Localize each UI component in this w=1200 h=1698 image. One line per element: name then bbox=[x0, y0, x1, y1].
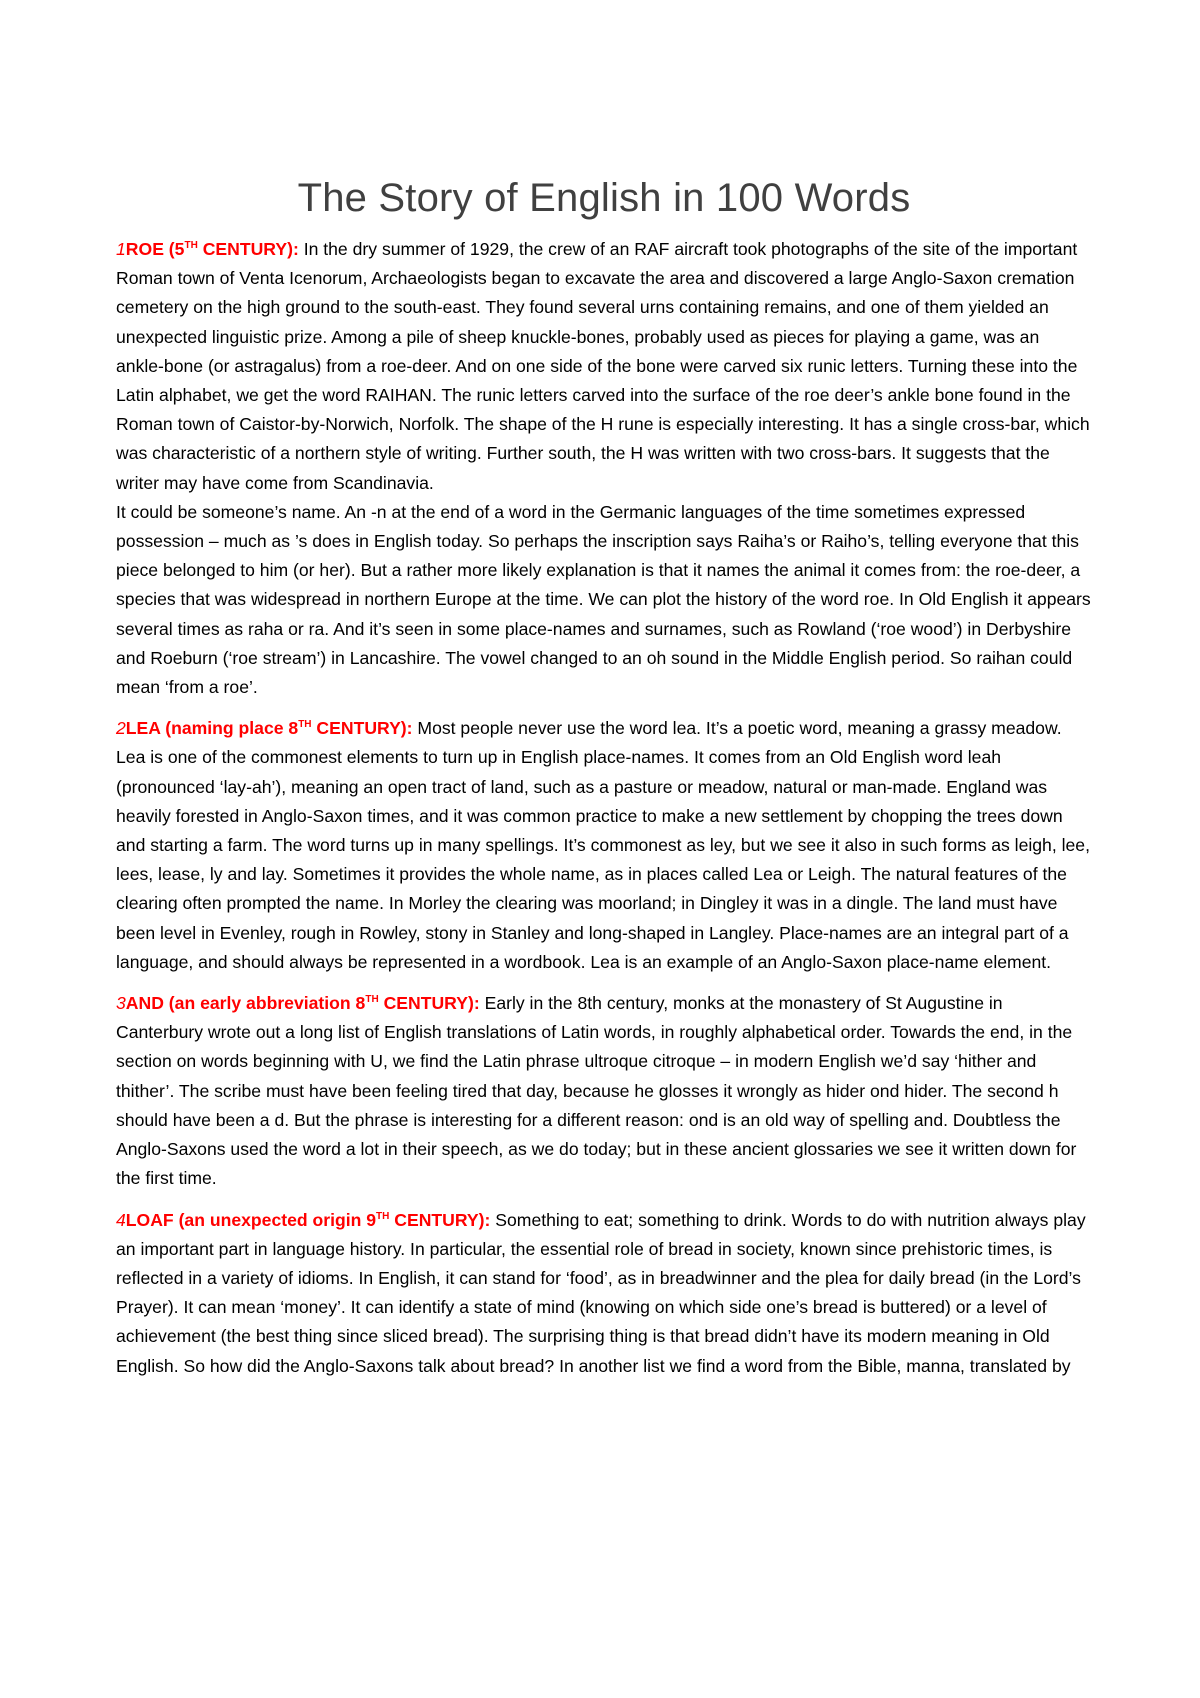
entry-text: In the dry summer of 1929, the crew of an RAF aircraft took photographs of the site of the important Roman town of Venta Icenorum, Archaeologists began to excavate the area and discovered a large Anglo-Saxon cremation cemetery on the high ground to the south-east. They found several urns containing remains, and one of them yielded an unexpected linguistic prize. Among a pile of sheep knuckle-bones, probably used as pieces for playing a game, was an ankle-bone (or astragalus) from a roe-deer. And on one side of the bone were carved six runic letters. Turning these into the Latin alphabet, we get the word RAIHAN. The runic letters carved into the surface of the roe deer’s ankle bone found in the Roman town of Caistor-by-Norwich, Norfolk. The shape of the H rune is especially interesting. It has a single cross-bar, which was characteristic of a northern style of writing. Further south, the H was written with two cross-bars. It suggests that the writer may have come from Scandinavia. bbox=[116, 239, 1090, 493]
entry-number: 2 bbox=[116, 718, 126, 739]
entry-heading: AND (an early abbreviation 8TH CENTURY): bbox=[125, 993, 480, 1014]
entry-number: 4 bbox=[116, 1209, 126, 1230]
entry-and bbox=[116, 989, 1092, 1193]
document-title: The Story of English in 100 Words bbox=[297, 176, 911, 220]
entry-heading: LOAF (an unexpected origin 9TH CENTURY): bbox=[125, 1209, 491, 1230]
entry-text: Something to eat; something to drink. Words to do with nutrition always play an important part in language history. In particular, the essential role of bread in society, known since prehistoric times, is reflected in a variety of idioms. In English, it can stand for ‘food’, as in breadwinner and the plea for daily bread (in the Lord’s Prayer). It can mean ‘money’. It can identify a state of mind (knowing on which side one’s bread is buttered) or a level of achievement (the best thing since sliced bread). The surprising thing is that bread didn’t have its modern meaning in Old English. So how did the Anglo-Saxons talk about bread? In another list we find a word from the Bible, manna, translated by bbox=[116, 1209, 1086, 1376]
entry-heading: LEA (naming place 8TH CENTURY): bbox=[125, 718, 413, 739]
entry-number: 1 bbox=[116, 239, 126, 259]
entry-text: Early in the 8th century, monks at the monastery of St Augustine in Canterbury wrote out a long list of English translations of Latin words, in roughly alphabetical order. Towards the end, in the section on words beginning with U, we find the Latin phrase ultroque citroque – in modern English we’d say ‘hither and thither’. The scribe must have been feeling tired that day, because he glosses it wrongly as hider ond hider. The second h should have been a d. But the phrase is interesting for a different reason: ond is an old way of spelling and. Doubtless the Anglo-Saxons used the word a lot in their speech, as we do today; but in these ancient glossaries we see it written down for the first time. bbox=[116, 993, 1077, 1189]
entry-loaf bbox=[116, 1206, 1092, 1381]
entry-heading: ROE (5TH CENTURY): bbox=[125, 239, 299, 259]
entry-paragraph bbox=[116, 1206, 1092, 1381]
entry-paragraph bbox=[116, 989, 1092, 1193]
entry-number: 3 bbox=[116, 993, 126, 1014]
entry-roe bbox=[116, 235, 1092, 702]
entry-lea bbox=[116, 714, 1092, 977]
entry-paragraph bbox=[116, 714, 1092, 977]
entry-paragraph: It could be someone’s name. An -n at the end of a word in the Germanic languages of the time sometimes expressed possession – much as ’s does in English today. So perhaps the inscription says Raiha’s or Raiho’s, telling everyone that this piece belonged to him (or her). But a rather more likely explanation is that it names the animal it comes from: the roe-deer, a species that was widespread in northern Europe at the time. We can plot the history of the word roe. In Old English it appears several times as raha or ra. And it’s seen in some place-names and surnames, such as Rowland (‘roe wood’) in Derbyshire and Roeburn (‘roe stream’) in Lancashire. The vowel changed to an oh sound in the Middle English period. So raihan could mean ‘from a roe’. bbox=[116, 501, 1091, 698]
entry-paragraph bbox=[116, 235, 1092, 498]
entry-text: Most people never use the word lea. It’s a poetic word, meaning a grassy meadow. Lea is one of the commonest elements to turn up in English place-names. It comes from an Old English word leah (pronounced ‘lay-ah’), meaning an open tract of land, such as a pasture or meadow, natural or man-made. England was heavily forested in Anglo-Saxon times, and it was common practice to make a new settlement by chopping the trees down and starting a farm. The word turns up in many spellings. It’s commonest as ley, but we see it also in such forms as leigh, lee, lees, lease, ly and lay. Sometimes it provides the whole name, as in places called Lea or Leigh. The natural features of the clearing often prompted the name. In Morley the clearing was moorland; in Dingley it was in a dingle. The land must have been level in Evenley, rough in Rowley, stony in Stanley and long-shaped in Langley. Place-names are an integral part of a language, and should always be represented in a wordbook. Lea is an example of an Anglo-Saxon place-name element. bbox=[116, 718, 1090, 972]
